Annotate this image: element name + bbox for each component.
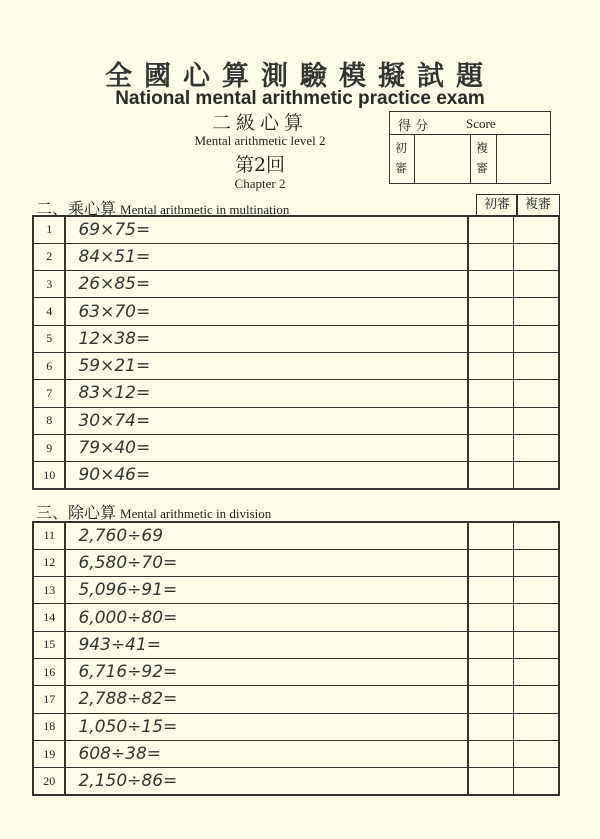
question-expression: 12×38= bbox=[65, 325, 468, 352]
first-review-score-field[interactable] bbox=[415, 135, 469, 183]
question-row bbox=[33, 604, 559, 631]
question-row bbox=[33, 298, 559, 325]
question-number: 11 bbox=[33, 522, 65, 549]
question-expression: 90×46= bbox=[65, 462, 468, 489]
first-review-cell[interactable] bbox=[468, 462, 513, 489]
level-title-english: Mental arithmetic level 2 bbox=[194, 133, 326, 148]
question-expression: 2,150÷86= bbox=[65, 768, 468, 795]
second-review-cell[interactable] bbox=[514, 325, 559, 352]
question-expression: 2,788÷82= bbox=[65, 686, 468, 713]
exam-title-english: National mental arithmetic practice exam bbox=[115, 88, 485, 109]
first-review-cell[interactable] bbox=[468, 243, 513, 270]
question-expression: 63×70= bbox=[65, 298, 468, 325]
question-row bbox=[33, 768, 559, 795]
question-number: 10 bbox=[33, 462, 65, 489]
question-row bbox=[33, 462, 559, 489]
question-row bbox=[33, 577, 559, 604]
question-number: 9 bbox=[33, 434, 65, 461]
question-expression: 69×75= bbox=[65, 216, 468, 243]
first-review-cell[interactable] bbox=[468, 216, 513, 243]
second-review-cell[interactable] bbox=[514, 298, 559, 325]
question-number: 4 bbox=[33, 298, 65, 325]
second-review-cell[interactable] bbox=[514, 462, 559, 489]
multiplication-question-table bbox=[32, 215, 560, 490]
first-review-cell[interactable] bbox=[468, 740, 513, 767]
round-title-english: Chapter 2 bbox=[234, 176, 286, 191]
question-number: 8 bbox=[33, 407, 65, 434]
question-row bbox=[33, 380, 559, 407]
round-title-chinese: 第2回 bbox=[234, 154, 286, 176]
question-number: 19 bbox=[33, 740, 65, 767]
second-review-cell[interactable] bbox=[514, 740, 559, 767]
first-review-cell[interactable] bbox=[468, 434, 513, 461]
second-review-cell[interactable] bbox=[514, 216, 559, 243]
question-number: 20 bbox=[33, 768, 65, 795]
second-review-cell[interactable] bbox=[514, 549, 559, 576]
question-row bbox=[33, 549, 559, 576]
question-number: 13 bbox=[33, 577, 65, 604]
question-expression: 608÷38= bbox=[65, 740, 468, 767]
question-row bbox=[33, 631, 559, 658]
question-expression: 943÷41= bbox=[65, 631, 468, 658]
first-review-cell[interactable] bbox=[468, 380, 513, 407]
second-review-cell[interactable] bbox=[514, 631, 559, 658]
section-title-multiplication: 二、乘心算 Mental arithmetic in multination bbox=[36, 199, 290, 218]
question-row bbox=[33, 658, 559, 685]
first-review-label: 初審 bbox=[395, 141, 408, 175]
second-review-cell[interactable] bbox=[514, 768, 559, 795]
second-review-cell[interactable] bbox=[514, 658, 559, 685]
question-expression: 6,716÷92= bbox=[65, 658, 468, 685]
question-row bbox=[33, 216, 559, 243]
question-expression: 59×21= bbox=[65, 352, 468, 379]
first-review-cell[interactable] bbox=[468, 658, 513, 685]
question-number: 12 bbox=[33, 549, 65, 576]
question-expression: 79×40= bbox=[65, 434, 468, 461]
question-number: 3 bbox=[33, 271, 65, 298]
question-number: 5 bbox=[33, 325, 65, 352]
first-review-cell[interactable] bbox=[468, 522, 513, 549]
first-review-cell[interactable] bbox=[468, 631, 513, 658]
second-review-cell[interactable] bbox=[514, 713, 559, 740]
question-expression: 2,760÷69 bbox=[65, 522, 468, 549]
section-title-division: 三、除心算 Mental arithmetic in division bbox=[36, 503, 272, 522]
first-review-cell[interactable] bbox=[468, 604, 513, 631]
first-review-cell[interactable] bbox=[468, 713, 513, 740]
question-row bbox=[33, 713, 559, 740]
first-review-cell[interactable] bbox=[468, 407, 513, 434]
question-expression: 84×51= bbox=[65, 243, 468, 270]
second-review-cell[interactable] bbox=[514, 407, 559, 434]
column-header-first-review: 初審 bbox=[476, 194, 518, 216]
second-review-cell[interactable] bbox=[514, 380, 559, 407]
score-box bbox=[389, 111, 551, 184]
question-row bbox=[33, 686, 559, 713]
second-review-cell[interactable] bbox=[514, 577, 559, 604]
first-review-cell[interactable] bbox=[468, 577, 513, 604]
question-number: 15 bbox=[33, 631, 65, 658]
first-review-cell[interactable] bbox=[468, 686, 513, 713]
second-review-cell[interactable] bbox=[514, 604, 559, 631]
question-row bbox=[33, 522, 559, 549]
question-row bbox=[33, 352, 559, 379]
question-number: 1 bbox=[33, 216, 65, 243]
second-review-cell[interactable] bbox=[514, 686, 559, 713]
score-label-english: Score bbox=[466, 116, 496, 131]
second-review-cell[interactable] bbox=[514, 271, 559, 298]
first-review-cell[interactable] bbox=[468, 271, 513, 298]
exam-title-chinese: 全國心算測驗模擬試題 bbox=[105, 61, 495, 92]
second-review-cell[interactable] bbox=[514, 522, 559, 549]
column-header-second-review: 複審 bbox=[516, 194, 560, 216]
question-row bbox=[33, 740, 559, 767]
second-review-score-field[interactable] bbox=[497, 135, 550, 183]
second-review-label: 複審 bbox=[476, 141, 489, 175]
second-review-cell[interactable] bbox=[514, 352, 559, 379]
second-review-cell[interactable] bbox=[514, 434, 559, 461]
first-review-cell[interactable] bbox=[468, 325, 513, 352]
question-expression: 26×85= bbox=[65, 271, 468, 298]
question-row bbox=[33, 434, 559, 461]
second-review-cell[interactable] bbox=[514, 243, 559, 270]
question-row bbox=[33, 325, 559, 352]
level-title-chinese: 二級心算 bbox=[211, 112, 308, 134]
question-number: 17 bbox=[33, 686, 65, 713]
question-expression: 6,580÷70= bbox=[65, 549, 468, 576]
first-review-cell[interactable] bbox=[468, 352, 513, 379]
first-review-cell[interactable] bbox=[468, 298, 513, 325]
question-number: 14 bbox=[33, 604, 65, 631]
first-review-cell[interactable] bbox=[468, 768, 513, 795]
division-question-table bbox=[32, 521, 560, 796]
question-expression: 5,096÷91= bbox=[65, 577, 468, 604]
question-row bbox=[33, 407, 559, 434]
question-number: 16 bbox=[33, 658, 65, 685]
question-expression: 1,050÷15= bbox=[65, 713, 468, 740]
question-expression: 30×74= bbox=[65, 407, 468, 434]
score-label-chinese: 得 分 bbox=[398, 119, 429, 134]
question-row bbox=[33, 243, 559, 270]
question-number: 18 bbox=[33, 713, 65, 740]
question-number: 6 bbox=[33, 352, 65, 379]
question-number: 7 bbox=[33, 380, 65, 407]
question-row bbox=[33, 271, 559, 298]
question-number: 2 bbox=[33, 243, 65, 270]
question-expression: 83×12= bbox=[65, 380, 468, 407]
question-expression: 6,000÷80= bbox=[65, 604, 468, 631]
first-review-cell[interactable] bbox=[468, 549, 513, 576]
